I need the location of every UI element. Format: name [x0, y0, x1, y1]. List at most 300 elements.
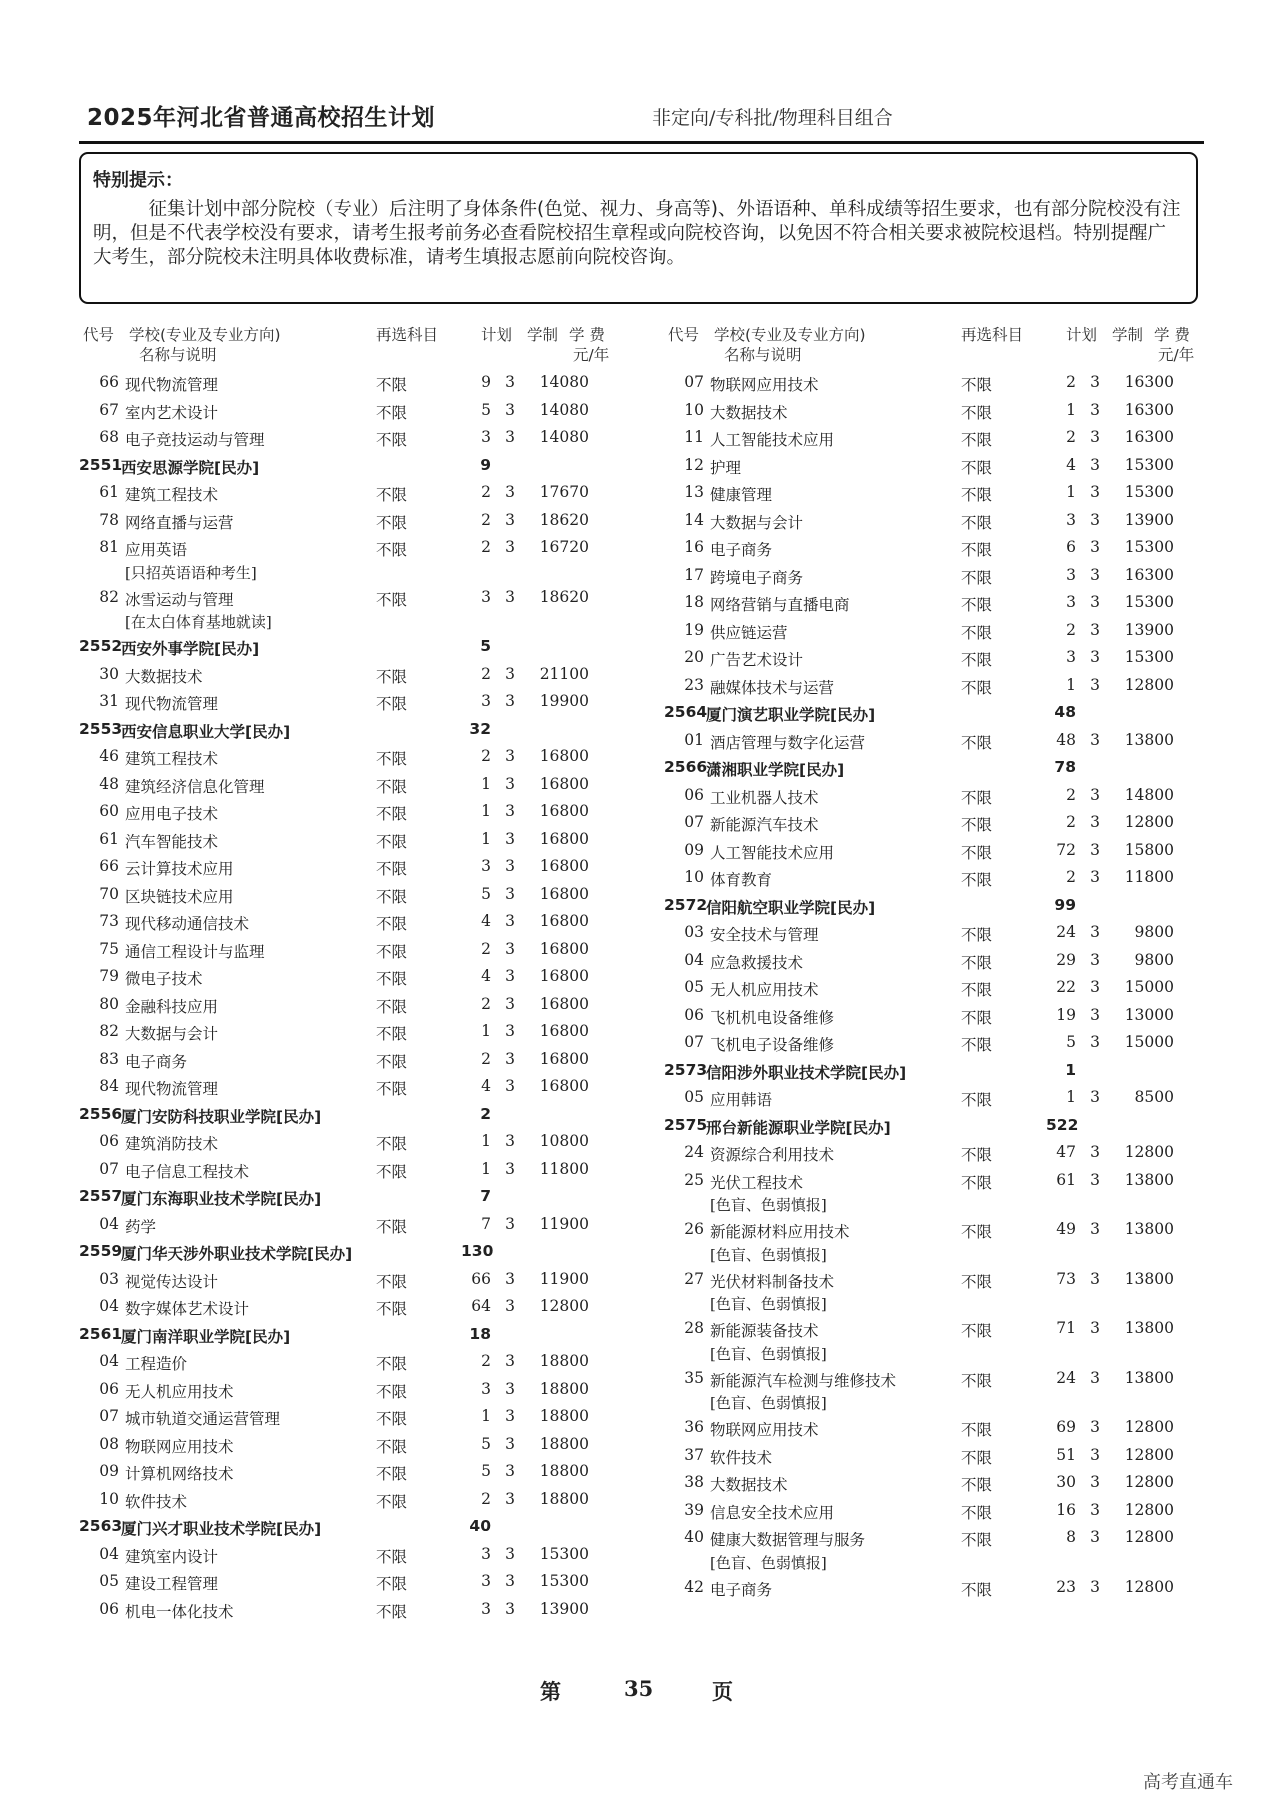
major-name: 城市轨道交通运营管理 — [125, 1410, 281, 1428]
major-row — [664, 1216, 1224, 1244]
major-code: 17 — [684, 565, 704, 584]
major-requirement: 不限 — [961, 733, 993, 752]
major-row — [664, 1139, 1224, 1167]
major-duration: 3 — [1090, 730, 1100, 749]
major-name: 现代物流管理 — [125, 1080, 219, 1098]
school-name: 厦门演艺职业学院[民办] — [706, 706, 876, 724]
major-plan: 22 — [1056, 978, 1076, 996]
major-plan: 3 — [481, 857, 491, 875]
major-fee: 18800 — [539, 1489, 589, 1508]
major-duration: 3 — [505, 994, 515, 1013]
major-fee: 16800 — [539, 829, 589, 848]
major-row — [79, 1128, 639, 1156]
major-plan: 3 — [481, 1572, 491, 1590]
major-plan: 19 — [1056, 1005, 1076, 1024]
major-duration: 3 — [1090, 978, 1100, 996]
school-name: 潇湘职业学院[民办] — [706, 761, 845, 779]
major-code: 66 — [99, 373, 119, 391]
major-plan: 2 — [1066, 373, 1076, 391]
major-code: 82 — [99, 587, 119, 606]
major-fee: 16300 — [1124, 373, 1174, 391]
major-requirement: 不限 — [961, 1223, 993, 1241]
major-note-row — [664, 1194, 1224, 1216]
page-number: 35 — [624, 1676, 654, 1701]
major-name: 新能源材料应用技术 — [710, 1223, 850, 1241]
major-duration: 3 — [505, 1159, 515, 1178]
major-fee: 16800 — [539, 939, 589, 958]
major-row — [664, 589, 1224, 617]
major-plan: 69 — [1056, 1418, 1076, 1436]
major-code: 01 — [684, 730, 704, 749]
major-requirement: 不限 — [376, 1025, 408, 1043]
major-code: 10 — [684, 400, 704, 419]
major-requirement: 不限 — [961, 1322, 993, 1340]
major-plan: 5 — [1066, 1033, 1076, 1051]
major-duration: 3 — [505, 884, 515, 903]
school-row — [664, 1112, 1224, 1140]
major-plan: 66 — [471, 1269, 491, 1288]
major-plan: 29 — [1056, 950, 1076, 969]
major-name: 人工智能技术应用 — [710, 843, 835, 862]
major-plan: 24 — [1056, 1368, 1076, 1387]
major-note: [在太白体育基地就读] — [125, 613, 272, 631]
major-name: 通信工程设计与监理 — [125, 942, 265, 961]
major-row — [664, 1167, 1224, 1195]
major-note: [色盲、色弱慎报] — [710, 1245, 827, 1264]
major-duration: 3 — [505, 664, 515, 683]
major-requirement: 不限 — [376, 1355, 408, 1373]
major-fee: 13800 — [1124, 1170, 1174, 1189]
major-requirement: 不限 — [961, 1421, 993, 1439]
major-plan: 2 — [481, 1489, 491, 1508]
notice-title: 特别提示： — [93, 170, 183, 191]
col-name-2: 名称与说明 — [724, 346, 802, 364]
major-plan: 71 — [1056, 1319, 1076, 1337]
major-note: [色盲、色弱慎报] — [710, 1394, 827, 1412]
major-duration: 3 — [1090, 1418, 1100, 1436]
major-fee: 9800 — [1134, 950, 1174, 969]
major-requirement: 不限 — [961, 1503, 993, 1522]
major-name: 飞机机电设备维修 — [710, 1008, 835, 1027]
major-name: 大数据技术 — [710, 403, 788, 422]
major-requirement: 不限 — [376, 695, 408, 713]
major-requirement: 不限 — [961, 1371, 993, 1390]
major-code: 04 — [99, 1214, 119, 1233]
major-row — [664, 452, 1224, 480]
major-name: 融媒体技术与运营 — [710, 678, 835, 697]
major-duration: 3 — [505, 538, 515, 556]
major-row — [79, 798, 639, 826]
major-plan: 1 — [1066, 675, 1076, 694]
major-code: 04 — [99, 1544, 119, 1563]
major-duration: 3 — [505, 1489, 515, 1508]
major-fee: 21100 — [539, 664, 589, 683]
major-fee: 16800 — [539, 884, 589, 903]
major-duration: 3 — [505, 774, 515, 793]
page-subtitle: 非定向/专科批/物理科目组合 — [652, 107, 893, 129]
major-duration: 3 — [505, 1572, 515, 1590]
col-len: 学制 — [1112, 326, 1144, 344]
major-plan: 1 — [1066, 400, 1076, 419]
major-row — [664, 782, 1224, 810]
major-requirement: 不限 — [376, 1382, 408, 1401]
major-fee: 18620 — [539, 587, 589, 606]
major-fee: 16800 — [539, 1049, 589, 1068]
major-requirement: 不限 — [376, 486, 408, 504]
major-name: 信息安全技术应用 — [710, 1503, 835, 1522]
major-name: 应急救援技术 — [710, 953, 804, 972]
major-requirement: 不限 — [376, 590, 408, 609]
school-name: 厦门南洋职业学院[民办] — [121, 1327, 291, 1346]
major-code: 05 — [684, 978, 704, 996]
major-plan: 3 — [1066, 565, 1076, 584]
major-row — [664, 974, 1224, 1002]
major-name: 现代移动通信技术 — [125, 915, 250, 933]
major-name: 软件技术 — [125, 1492, 188, 1511]
major-plan: 2 — [481, 510, 491, 529]
major-fee: 12800 — [1124, 1445, 1174, 1464]
major-name: 计算机网络技术 — [125, 1465, 234, 1483]
major-plan: 8 — [1066, 1528, 1076, 1546]
major-name: 网络营销与直播电商 — [710, 596, 850, 614]
major-row — [79, 1403, 639, 1431]
major-requirement: 不限 — [961, 1008, 993, 1027]
col-plan: 计划 — [1066, 326, 1098, 344]
major-code: 08 — [99, 1434, 119, 1453]
major-plan: 6 — [1066, 538, 1076, 556]
col-fee: 学 费 — [569, 326, 605, 344]
major-name: 微电子技术 — [125, 970, 203, 988]
major-fee: 8500 — [1134, 1088, 1174, 1106]
major-fee: 11900 — [539, 1214, 589, 1233]
major-code: 04 — [684, 950, 704, 969]
column-header — [79, 323, 639, 369]
school-row — [664, 1057, 1224, 1085]
major-requirement: 不限 — [961, 678, 993, 697]
major-fee: 16800 — [539, 912, 589, 930]
major-plan: 16 — [1056, 1500, 1076, 1519]
major-row — [664, 1365, 1224, 1393]
major-plan: 2 — [481, 939, 491, 958]
major-duration: 3 — [1090, 510, 1100, 529]
school-code: 2559 — [79, 1242, 123, 1260]
major-plan: 2 — [481, 1352, 491, 1370]
major-plan: 47 — [1056, 1143, 1076, 1161]
major-duration: 3 — [505, 1022, 515, 1040]
major-name: 工业机器人技术 — [710, 788, 819, 807]
major-name: 供应链运营 — [710, 623, 788, 642]
major-name: 无人机应用技术 — [125, 1382, 234, 1401]
major-plan: 23 — [1056, 1577, 1076, 1596]
major-fee: 14080 — [539, 428, 589, 446]
major-fee: 12800 — [1124, 1143, 1174, 1161]
major-fee: 14080 — [539, 400, 589, 419]
major-row — [79, 1541, 639, 1569]
major-code: 25 — [684, 1170, 704, 1189]
major-name: 冰雪运动与管理 — [125, 590, 234, 609]
major-code: 04 — [99, 1297, 119, 1315]
major-fee: 18800 — [539, 1379, 589, 1398]
major-duration: 3 — [1090, 483, 1100, 501]
major-plan: 5 — [481, 400, 491, 419]
major-duration: 3 — [505, 692, 515, 710]
major-code: 07 — [684, 813, 704, 831]
major-plan: 64 — [471, 1297, 491, 1315]
major-requirement: 不限 — [961, 1580, 993, 1599]
major-duration: 3 — [1090, 455, 1100, 474]
school-code: 2573 — [664, 1060, 708, 1079]
major-fee: 11800 — [1124, 868, 1174, 886]
school-name: 邢台新能源职业学院[民办] — [706, 1118, 891, 1137]
major-duration: 3 — [505, 587, 515, 606]
major-requirement: 不限 — [961, 651, 993, 669]
major-requirement: 不限 — [376, 541, 408, 559]
major-fee: 14080 — [539, 373, 589, 391]
major-row — [664, 1266, 1224, 1294]
major-name: 体育教育 — [710, 871, 773, 889]
col-name: 学校(专业及专业方向) — [714, 326, 866, 344]
major-code: 36 — [684, 1418, 704, 1436]
major-code: 82 — [99, 1022, 119, 1040]
major-plan: 51 — [1056, 1445, 1076, 1464]
major-plan: 73 — [1056, 1269, 1076, 1288]
major-plan: 1 — [481, 774, 491, 793]
major-plan: 49 — [1056, 1220, 1076, 1238]
major-name: 建筑工程技术 — [125, 750, 219, 768]
major-fee: 12800 — [1124, 1577, 1174, 1596]
major-row — [664, 1029, 1224, 1057]
school-name: 西安思源学院[民办] — [121, 458, 260, 477]
major-requirement: 不限 — [376, 997, 408, 1016]
major-fee: 15300 — [1124, 648, 1174, 666]
major-duration: 3 — [505, 939, 515, 958]
major-code: 24 — [684, 1143, 704, 1161]
major-fee: 16800 — [539, 857, 589, 875]
major-fee: 12800 — [1124, 813, 1174, 831]
major-duration: 3 — [1090, 840, 1100, 859]
major-duration: 3 — [505, 857, 515, 875]
major-requirement: 不限 — [961, 926, 993, 944]
major-row — [79, 1046, 639, 1074]
major-plan: 3 — [481, 587, 491, 606]
major-row — [664, 864, 1224, 892]
major-name: 建筑室内设计 — [125, 1547, 219, 1566]
major-row — [79, 963, 639, 991]
major-name: 新能源汽车技术 — [710, 816, 819, 834]
major-note-row — [79, 611, 639, 633]
major-code: 61 — [99, 829, 119, 848]
major-code: 13 — [684, 483, 704, 501]
major-duration: 3 — [505, 1214, 515, 1233]
major-plan: 72 — [1056, 840, 1076, 859]
major-duration: 3 — [1090, 1445, 1100, 1464]
major-row — [664, 617, 1224, 645]
major-plan: 1 — [481, 829, 491, 848]
major-fee: 16800 — [539, 774, 589, 793]
major-fee: 13000 — [1124, 1005, 1174, 1024]
major-row — [664, 534, 1224, 562]
major-code: 79 — [99, 967, 119, 985]
major-fee: 13800 — [1124, 1368, 1174, 1387]
major-row — [79, 1486, 639, 1514]
school-row — [79, 1183, 639, 1211]
major-row — [664, 727, 1224, 755]
major-duration: 3 — [1090, 593, 1100, 611]
major-name: 电子信息工程技术 — [125, 1162, 250, 1181]
major-note-row — [79, 562, 639, 584]
major-name: 现代物流管理 — [125, 695, 219, 713]
major-duration: 3 — [1090, 1005, 1100, 1024]
major-requirement: 不限 — [961, 541, 993, 559]
major-duration: 3 — [505, 829, 515, 848]
major-fee: 16720 — [539, 538, 589, 556]
major-row — [79, 1018, 639, 1046]
school-name: 厦门兴才职业技术学院[民办] — [121, 1520, 322, 1538]
major-fee: 18800 — [539, 1462, 589, 1480]
major-fee: 16800 — [539, 1077, 589, 1095]
school-name: 厦门华天涉外职业技术学院[民办] — [121, 1245, 353, 1263]
major-row — [79, 1431, 639, 1459]
major-plan: 1 — [1066, 1088, 1076, 1106]
major-duration: 3 — [505, 802, 515, 820]
major-fee: 13900 — [539, 1599, 589, 1618]
major-row — [664, 947, 1224, 975]
major-duration: 3 — [505, 510, 515, 529]
school-code: 2552 — [79, 637, 123, 655]
major-plan: 1 — [1066, 483, 1076, 501]
major-code: 05 — [99, 1572, 119, 1590]
major-fee: 13900 — [1124, 620, 1174, 639]
major-name: 护理 — [710, 458, 742, 477]
major-duration: 3 — [1090, 1269, 1100, 1288]
major-plan: 3 — [1066, 648, 1076, 666]
major-name: 新能源装备技术 — [710, 1322, 819, 1340]
major-duration: 3 — [1090, 785, 1100, 804]
major-plan: 4 — [1066, 455, 1076, 474]
major-row — [79, 534, 639, 562]
major-duration: 3 — [1090, 400, 1100, 419]
major-requirement: 不限 — [376, 1272, 408, 1291]
major-requirement: 不限 — [376, 832, 408, 851]
major-requirement: 不限 — [961, 953, 993, 972]
major-row — [79, 853, 639, 881]
major-code: 10 — [684, 868, 704, 886]
major-note: [只招英语语种考生] — [125, 563, 257, 582]
school-code: 2575 — [664, 1115, 708, 1134]
major-code: 40 — [684, 1528, 704, 1546]
major-code: 75 — [99, 939, 119, 958]
major-note-row — [664, 1392, 1224, 1414]
school-code: 2553 — [79, 719, 123, 738]
major-name: 电子商务 — [125, 1052, 188, 1071]
major-plan: 3 — [1066, 510, 1076, 529]
column-header — [664, 323, 1224, 369]
major-row — [664, 1524, 1224, 1552]
school-row — [79, 1321, 639, 1349]
col-fee-2: 元/年 — [1158, 346, 1195, 364]
major-requirement: 不限 — [961, 1146, 993, 1164]
major-fee: 12800 — [1124, 1418, 1174, 1436]
major-row — [79, 826, 639, 854]
major-row — [79, 1376, 639, 1404]
major-duration: 3 — [1090, 1170, 1100, 1189]
major-name: 大数据技术 — [125, 667, 203, 686]
major-fee: 12800 — [1124, 1473, 1174, 1491]
major-fee: 11900 — [539, 1269, 589, 1288]
major-row — [664, 1574, 1224, 1602]
major-fee: 15300 — [1124, 483, 1174, 501]
school-plan: 40 — [469, 1517, 491, 1535]
major-requirement: 不限 — [961, 568, 993, 587]
major-plan: 2 — [1066, 620, 1076, 639]
major-plan: 2 — [481, 1049, 491, 1068]
major-duration: 3 — [1090, 1368, 1100, 1387]
major-code: 05 — [684, 1088, 704, 1106]
major-fee: 13800 — [1124, 1269, 1174, 1288]
major-requirement: 不限 — [961, 816, 993, 834]
major-code: 78 — [99, 510, 119, 529]
major-duration: 3 — [505, 1434, 515, 1453]
major-requirement: 不限 — [961, 1173, 993, 1192]
major-row — [664, 1315, 1224, 1343]
major-requirement: 不限 — [376, 1410, 408, 1428]
major-duration: 3 — [505, 1132, 515, 1150]
major-row — [79, 908, 639, 936]
left-rows — [79, 369, 639, 1623]
major-plan: 2 — [481, 483, 491, 501]
major-name: 大数据与会计 — [710, 513, 804, 532]
major-row — [79, 1568, 639, 1596]
major-plan: 2 — [1066, 428, 1076, 446]
major-requirement: 不限 — [961, 1091, 993, 1109]
col-name: 学校(专业及专业方向) — [129, 326, 281, 344]
major-code: 48 — [99, 774, 119, 793]
major-plan: 2 — [481, 664, 491, 683]
school-plan: 7 — [480, 1187, 491, 1205]
major-duration: 3 — [505, 1269, 515, 1288]
major-duration: 3 — [1090, 565, 1100, 584]
notice-body: 征集计划中部分院校（专业）后注明了身体条件(色觉、视力、身高等)、外语语种、单科成绩等招生要求，也有部分院校没有注明，但是不代表学校没有要求，请考生报考前务必查看院校招生章程或向院校咨询，以免因不符合相关要求被院校退档。特别提醒广大考生，部分院校未注明具体收费标准，请考生填报志愿前向院校咨询。 — [93, 199, 1181, 268]
footer-ye: 页 — [712, 1679, 733, 1704]
major-plan: 3 — [1066, 593, 1076, 611]
major-row — [79, 1073, 639, 1101]
major-name: 光伏工程技术 — [710, 1173, 804, 1192]
school-plan: 18 — [469, 1324, 491, 1343]
major-requirement: 不限 — [376, 1300, 408, 1318]
major-plan: 4 — [481, 1077, 491, 1095]
major-fee: 13800 — [1124, 1220, 1174, 1238]
major-requirement: 不限 — [376, 376, 408, 394]
major-plan: 3 — [481, 1544, 491, 1563]
major-code: 39 — [684, 1500, 704, 1519]
major-requirement: 不限 — [376, 777, 408, 796]
school-plan: 1 — [1065, 1060, 1076, 1079]
school-code: 2564 — [664, 703, 708, 721]
major-code: 35 — [684, 1368, 704, 1387]
major-row — [79, 881, 639, 909]
major-duration: 3 — [505, 1352, 515, 1370]
major-requirement: 不限 — [376, 750, 408, 768]
major-duration: 3 — [505, 1297, 515, 1315]
major-row — [664, 1497, 1224, 1525]
school-code: 2572 — [664, 895, 708, 914]
major-requirement: 不限 — [376, 431, 408, 449]
major-name: 大数据技术 — [710, 1476, 788, 1494]
major-duration: 3 — [505, 400, 515, 419]
major-requirement: 不限 — [961, 843, 993, 862]
major-code: 81 — [99, 538, 119, 556]
school-name: 西安信息职业大学[民办] — [121, 722, 291, 741]
